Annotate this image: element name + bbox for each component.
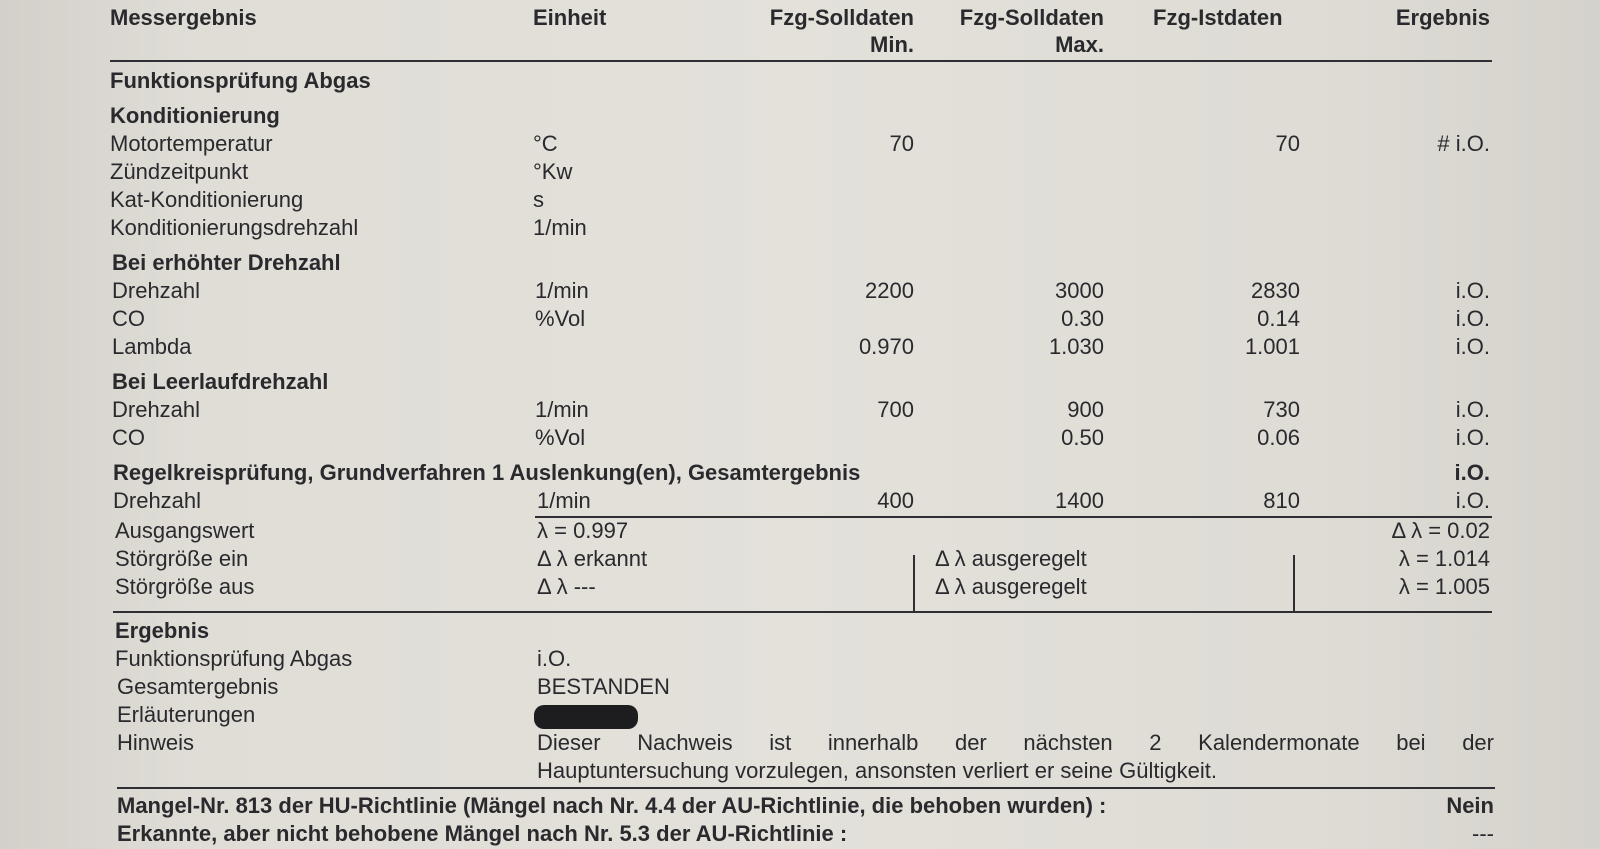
header-min-line1: Fzg-Solldaten (769, 5, 914, 30)
row-ist: 1.001 (1244, 334, 1300, 359)
stoer-ein-result: λ = 1.014 (1398, 546, 1490, 571)
row-unit: %Vol (535, 425, 586, 450)
header-divider (110, 60, 1492, 62)
row-label: Kat-Konditionierung (110, 187, 304, 212)
regelkreis-drehzahl-max: 1400 (1055, 488, 1104, 513)
maengel-line2-label: Erkannte, aber nicht behobene Mängel nach Nr. 5.3 der AU-Richtlinie : (117, 821, 848, 846)
regelkreis-title-result: i.O. (1454, 460, 1490, 485)
stoer-aus-control: Δ λ ausgeregelt (935, 574, 1087, 599)
row-max: 3000 (1055, 278, 1104, 303)
header-max-line2: Max. (1055, 32, 1104, 57)
row-min: 700 (877, 397, 914, 422)
stoer-aus-detect: Δ λ --- (537, 574, 596, 599)
row-min: 70 (889, 131, 914, 156)
row-max: 1.030 (1048, 334, 1104, 359)
header-istdaten: Fzg-Istdaten (1153, 5, 1283, 30)
maengel-divider (117, 787, 1495, 789)
header-min-line2: Min. (870, 32, 914, 57)
row-label: Lambda (112, 334, 192, 359)
row-label: Drehzahl (112, 397, 201, 422)
regelkreis-drehzahl-ist: 810 (1263, 488, 1300, 513)
stoer-ein-control: Δ λ ausgeregelt (935, 546, 1087, 571)
ergebnis-gesamt-value: BESTANDEN (537, 674, 670, 699)
hinweis-text-line2: Hauptuntersuchung vorzulegen, ansonsten verliert er seine Gültigkeit. (537, 758, 1217, 783)
hinweis-text-line1: Dieser Nachweis ist innerhalb der nächsten 2 Kalendermonate bei der (537, 730, 1494, 755)
row-min: 0.970 (858, 334, 914, 359)
row-ist: 70 (1275, 131, 1300, 156)
ergebnis-gesamt-label: Gesamtergebnis (117, 674, 279, 699)
row-label: CO (112, 425, 145, 450)
ausgangswert-result: Δ λ = 0.02 (1391, 518, 1490, 543)
stoer-aus-result: λ = 1.005 (1398, 574, 1490, 599)
row-unit: °C (533, 131, 558, 156)
row-unit: 1/min (533, 215, 587, 240)
redaction-mark (534, 705, 638, 729)
row-unit: 1/min (535, 397, 589, 422)
row-max: 900 (1067, 397, 1104, 422)
header-max-line1: Fzg-Solldaten (959, 5, 1104, 30)
ergebnis-title: Ergebnis (115, 618, 210, 643)
regelkreis-title: Regelkreisprüfung, Grundverfahren 1 Auslenkung(en), Gesamtergebnis (113, 460, 861, 485)
row-result: # i.O. (1437, 131, 1490, 156)
konditionierung-title: Konditionierung (110, 103, 280, 128)
ergebnis-funktion-label: Funktionsprüfung Abgas (115, 646, 353, 671)
stoer-ein-detect: Δ λ erkannt (537, 546, 648, 571)
row-label: Konditionierungsdrehzahl (110, 215, 359, 240)
maengel-line1-value: Nein (1446, 793, 1494, 818)
row-result: i.O. (1455, 397, 1490, 422)
regelkreis-drehzahl-result: i.O. (1455, 488, 1490, 513)
ausgangswert-value: λ = 0.997 (537, 518, 629, 543)
maengel-line2-value: --- (1472, 821, 1494, 846)
row-ist: 0.06 (1257, 425, 1300, 450)
row-ist: 2830 (1251, 278, 1300, 303)
header-einheit: Einheit (533, 5, 607, 30)
hinweis-label: Hinweis (117, 730, 195, 755)
ausgangswert-label: Ausgangswert (115, 518, 255, 543)
row-unit: s (533, 187, 544, 212)
regelkreis-column-divider (913, 555, 915, 612)
stoer-ein-label: Störgröße ein (115, 546, 249, 571)
regelkreis-drehzahl-unit: 1/min (537, 488, 591, 513)
regelkreis-lower-divider (113, 611, 1492, 613)
regelkreis-drehzahl-label: Drehzahl (113, 488, 202, 513)
row-unit: °Kw (533, 159, 573, 184)
stoer-aus-label: Störgröße aus (115, 574, 255, 599)
row-label: Motortemperatur (110, 131, 273, 156)
section-title: Funktionsprüfung Abgas (110, 68, 371, 93)
row-max: 0.30 (1061, 306, 1104, 331)
ergebnis-funktion-value: i.O. (537, 646, 572, 671)
row-label: Drehzahl (112, 278, 201, 303)
row-unit: %Vol (535, 306, 586, 331)
row-min: 2200 (865, 278, 914, 303)
regelkreis-drehzahl-min: 400 (877, 488, 914, 513)
erhoeht-title: Bei erhöhter Drehzahl (112, 250, 341, 275)
row-label: Zündzeitpunkt (110, 159, 249, 184)
header-messergebnis: Messergebnis (110, 5, 257, 30)
maengel-line1-label: Mangel-Nr. 813 der HU-Richtlinie (Mängel nach Nr. 4.4 der AU-Richtlinie, die behoben wurden) : (117, 793, 1107, 818)
row-unit: 1/min (535, 278, 589, 303)
header-ergebnis: Ergebnis (1395, 5, 1490, 30)
leerlauf-title: Bei Leerlaufdrehzahl (112, 369, 329, 394)
row-ist: 730 (1263, 397, 1300, 422)
row-label: CO (112, 306, 145, 331)
row-result: i.O. (1455, 334, 1490, 359)
row-result: i.O. (1455, 425, 1490, 450)
row-result: i.O. (1455, 278, 1490, 303)
erlaeuterungen-label: Erläuterungen (117, 702, 256, 727)
row-max: 0.50 (1061, 425, 1104, 450)
row-ist: 0.14 (1257, 306, 1300, 331)
row-result: i.O. (1455, 306, 1490, 331)
